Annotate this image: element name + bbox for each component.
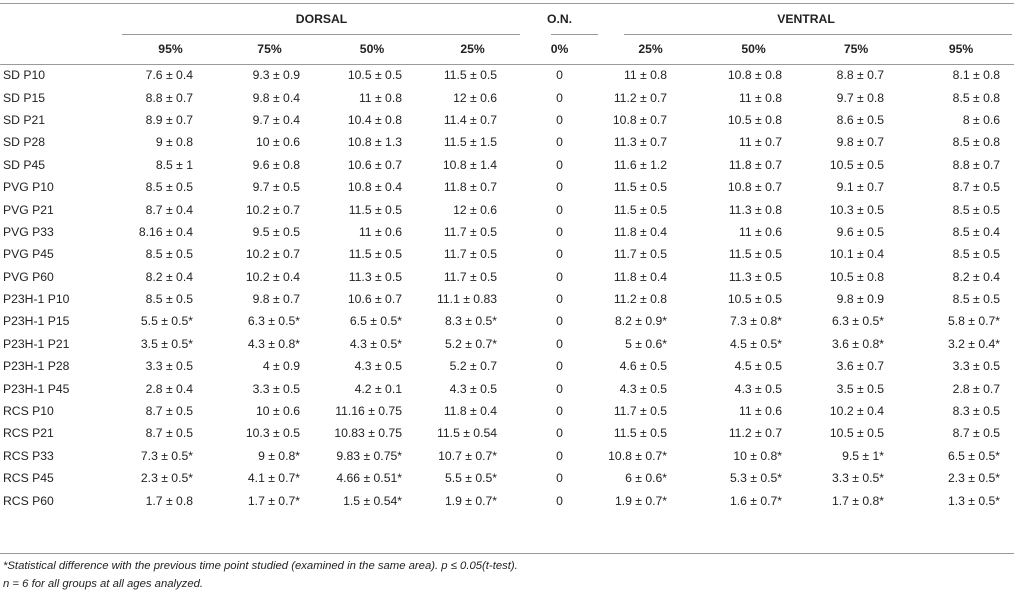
table-row <box>0 86 1014 108</box>
table-cell: 0 <box>556 404 563 419</box>
table-cell: 5.3 ± 0.5* <box>729 471 783 486</box>
table-row <box>0 467 1014 489</box>
table-cell: 11.8 ± 0.7 <box>443 180 498 195</box>
row-label: P23H-1 P15 <box>3 314 70 329</box>
table-cell: 11.3 ± 0.8 <box>728 202 783 217</box>
table-cell: 9.7 ± 0.4 <box>252 112 300 127</box>
table-cell: 10.6 ± 0.7 <box>347 157 402 172</box>
table-cell: 0 <box>556 269 563 284</box>
row-label: RCS P45 <box>3 471 54 486</box>
table-row <box>0 445 1014 467</box>
table-cell: 9.83 ± 0.75* <box>336 448 402 463</box>
table-cell: 8.2 ± 0.9* <box>614 314 668 329</box>
table-cell: 5.5 ± 0.5* <box>444 471 498 486</box>
table-cell: 5.2 ± 0.7* <box>444 336 498 351</box>
table-cell: 8.5 ± 0.5 <box>952 292 1001 307</box>
table-cell: 10.1 ± 0.4 <box>829 247 885 262</box>
row-label: P23H-1 P21 <box>3 336 70 351</box>
table-cell: 11.5 ± 0.5 <box>613 426 668 441</box>
table-row <box>0 377 1014 399</box>
table-cell: 3.3 ± 0.5 <box>145 359 193 374</box>
table-cell: 11.8 ± 0.4 <box>443 404 498 419</box>
table-cell: 4.3 ± 0.5 <box>619 381 668 396</box>
table-cell: 9.1 ± 0.7 <box>836 180 885 195</box>
table-cell: 11.7 ± 0.5 <box>443 224 498 239</box>
table-cell: 8.2 ± 0.4 <box>952 269 1001 284</box>
row-label: PVG P21 <box>3 202 54 217</box>
table-cell: 3.3 ± 0.5 <box>252 381 300 396</box>
table-cell: 10.7 ± 0.7* <box>438 448 498 463</box>
col-header: 0% <box>550 42 569 56</box>
table-cell: 8.2 ± 0.4 <box>145 269 193 284</box>
table-cell: 11 ± 0.8 <box>358 90 402 105</box>
table-cell: 11 ± 0.8 <box>623 68 668 83</box>
table-cell: 8.1 ± 0.8 <box>952 68 1001 83</box>
table-cell: 3.3 ± 0.5 <box>952 359 1001 374</box>
table-cell: 11.5 ± 0.5 <box>348 247 402 262</box>
table-cell: 11 ± 0.8 <box>738 90 783 105</box>
table-cell: 2.8 ± 0.7 <box>952 381 1001 396</box>
table-cell: 8.5 ± 1 <box>155 157 193 172</box>
table-row <box>0 221 1014 243</box>
row-label: PVG P60 <box>3 269 54 284</box>
table-cell: 0 <box>556 224 563 239</box>
row-label: RCS P60 <box>3 493 54 508</box>
table-cell: 1.7 ± 0.8 <box>145 493 193 508</box>
table-cell: 4.6 ± 0.5 <box>619 359 668 374</box>
col-header: 95% <box>948 42 974 56</box>
table-row <box>0 310 1014 332</box>
table-cell: 10.4 ± 0.8 <box>347 112 402 127</box>
table-cell: 5.5 ± 0.5* <box>140 314 193 329</box>
table-cell: 11 ± 0.7 <box>738 135 783 150</box>
table-cell: 10 ± 0.8* <box>733 448 783 463</box>
table-cell: 3.5 ± 0.5 <box>836 381 885 396</box>
table-cell: 8.9 ± 0.7 <box>145 112 193 127</box>
table-bottom-rule <box>0 553 1014 554</box>
table-cell: 11 ± 0.6 <box>738 404 783 419</box>
table-cell: 11.7 ± 0.5 <box>613 247 668 262</box>
table-cell: 8 ± 0.6 <box>962 112 1001 127</box>
row-label: RCS P21 <box>3 426 54 441</box>
table-cell: 3.6 ± 0.8* <box>831 336 885 351</box>
table-cell: 6.3 ± 0.5* <box>247 314 300 329</box>
row-label: P23H-1 P28 <box>3 359 70 374</box>
table-cell: 10.5 ± 0.8 <box>829 269 885 284</box>
table-cell: 11.8 ± 0.4 <box>613 224 668 239</box>
col-header: 95% <box>158 42 183 56</box>
table-cell: 8.7 ± 0.5 <box>145 426 193 441</box>
table-cell: 0 <box>556 247 563 262</box>
row-label: PVG P10 <box>3 180 54 195</box>
table-cell: 0 <box>556 180 563 195</box>
table-cell: 9.6 ± 0.8 <box>252 157 300 172</box>
table-cell: 10.2 ± 0.4 <box>829 404 885 419</box>
table-cell: 8.7 ± 0.5 <box>952 426 1001 441</box>
table-cell: 0 <box>556 471 563 486</box>
table-cell: 2.3 ± 0.5* <box>947 471 1001 486</box>
table-cell: 8.5 ± 0.8 <box>952 135 1001 150</box>
row-label: SD P45 <box>3 157 46 172</box>
table-cell: 8.7 ± 0.5 <box>952 180 1001 195</box>
table-row <box>0 64 1014 86</box>
table-cell: 0 <box>556 90 563 105</box>
table-cell: 8.5 ± 0.5 <box>952 202 1001 217</box>
table-cell: 8.7 ± 0.5 <box>145 404 193 419</box>
col-header: 25% <box>638 42 663 56</box>
table-row <box>0 154 1014 176</box>
table-cell: 0 <box>556 314 563 329</box>
table-row <box>0 355 1014 377</box>
row-label: P23H-1 P10 <box>3 292 70 307</box>
table-cell: 8.5 ± 0.5 <box>952 247 1001 262</box>
table-cell: 6 ± 0.6* <box>625 471 668 486</box>
table-cell: 10.6 ± 0.7 <box>347 292 402 307</box>
table-cell: 11.7 ± 0.5 <box>443 269 498 284</box>
table-cell: 11.2 ± 0.8 <box>613 292 668 307</box>
table-cell: 0 <box>556 381 563 396</box>
table-cell: 4.1 ± 0.7* <box>247 471 300 486</box>
table-cell: 9.8 ± 0.9 <box>836 292 885 307</box>
table-cell: 10.5 ± 0.5 <box>829 157 885 172</box>
table-cell: 0 <box>556 112 563 127</box>
table-cell: 4 ± 0.9 <box>262 359 300 374</box>
table-cell: 11.3 ± 0.5 <box>728 269 783 284</box>
table-cell: 7.3 ± 0.8* <box>729 314 783 329</box>
table-cell: 11.5 ± 0.5 <box>728 247 783 262</box>
table-cell: 0 <box>556 493 563 508</box>
table-cell: 3.6 ± 0.7 <box>836 359 885 374</box>
table-cell: 11 ± 0.6 <box>738 224 783 239</box>
table-cell: 10.3 ± 0.5 <box>245 426 300 441</box>
table-cell: 11.16 ± 0.75 <box>335 404 402 419</box>
table-cell: 5.8 ± 0.7* <box>947 314 1001 329</box>
table-cell: 10.2 ± 0.4 <box>245 269 300 284</box>
table-cell: 6.5 ± 0.5* <box>947 448 1001 463</box>
table-row <box>0 243 1014 265</box>
table-cell: 8.5 ± 0.5 <box>145 247 193 262</box>
table-cell: 0 <box>556 292 563 307</box>
table-cell: 1.5 ± 0.54* <box>343 493 402 508</box>
table-cell: 11.3 ± 0.5 <box>348 269 402 284</box>
table-row <box>0 131 1014 153</box>
dorsal-header: DORSAL <box>295 12 348 26</box>
table-cell: 11.5 ± 0.5 <box>613 180 668 195</box>
row-label: RCS P33 <box>3 448 54 463</box>
table-cell: 6.5 ± 0.5* <box>349 314 402 329</box>
row-label: SD P10 <box>3 68 46 83</box>
table-cell: 0 <box>556 68 563 83</box>
table-cell: 11 ± 0.6 <box>358 224 402 239</box>
table-cell: 1.9 ± 0.7* <box>444 493 498 508</box>
table-cell: 8.5 ± 0.5 <box>145 180 193 195</box>
table-cell: 8.7 ± 0.4 <box>145 202 193 217</box>
table-cell: 9 ± 0.8 <box>155 135 193 150</box>
table-cell: 2.3 ± 0.5* <box>140 471 193 486</box>
table-cell: 11.2 ± 0.7 <box>613 90 668 105</box>
table-cell: 4.5 ± 0.5* <box>729 336 783 351</box>
table-cell: 12 ± 0.6 <box>453 90 498 105</box>
header-label-cell <box>0 34 122 64</box>
table-cell: 3.5 ± 0.5* <box>140 336 193 351</box>
table-cell: 5 ± 0.6* <box>625 336 668 351</box>
table-cell: 4.5 ± 0.5 <box>734 359 783 374</box>
table-cell: 10.5 ± 0.5 <box>347 68 402 83</box>
table-cell: 8.8 ± 0.7 <box>952 157 1001 172</box>
table-cell: 3.3 ± 0.5* <box>831 471 885 486</box>
table-cell: 1.7 ± 0.8* <box>831 493 885 508</box>
table-cell: 11.7 ± 0.5 <box>443 247 498 262</box>
table-cell: 10.3 ± 0.5 <box>829 202 885 217</box>
table-cell: 1.6 ± 0.7* <box>729 493 783 508</box>
table-cell: 9.7 ± 0.8 <box>836 90 885 105</box>
table-cell: 3.2 ± 0.4* <box>947 336 1001 351</box>
table-cell: 7.6 ± 0.4 <box>145 68 193 83</box>
table-cell: 9.7 ± 0.5 <box>252 180 300 195</box>
table-cell: 4.3 ± 0.8* <box>247 336 300 351</box>
table-cell: 0 <box>556 135 563 150</box>
table-cell: 4.3 ± 0.5 <box>734 381 783 396</box>
table-cell: 11.4 ± 0.7 <box>443 112 498 127</box>
table-cell: 11.6 ± 1.2 <box>613 157 668 172</box>
table-cell: 6.3 ± 0.5* <box>831 314 885 329</box>
table-cell: 11.5 ± 0.54 <box>437 426 498 441</box>
table-row <box>0 333 1014 355</box>
table-cell: 11.5 ± 1.5 <box>443 135 498 150</box>
table-cell: 9.3 ± 0.9 <box>252 68 300 83</box>
table-row <box>0 489 1014 511</box>
table-cell: 1.7 ± 0.7* <box>247 493 300 508</box>
table-cell: 10.8 ± 1.4 <box>442 157 498 172</box>
table-cell: 11.3 ± 0.7 <box>613 135 668 150</box>
row-label: RCS P10 <box>3 404 54 419</box>
table-cell: 7.3 ± 0.5* <box>140 448 193 463</box>
table-cell: 11.5 ± 0.5 <box>443 68 498 83</box>
table-cell: 10.8 ± 0.4 <box>347 180 402 195</box>
col-header: 75% <box>257 42 282 56</box>
table-cell: 0 <box>556 426 563 441</box>
table-cell: 9.6 ± 0.5 <box>836 224 885 239</box>
data-table <box>0 4 1014 512</box>
table-cell: 2.8 ± 0.4 <box>145 381 193 396</box>
header-corner <box>0 4 122 34</box>
table-row <box>0 198 1014 220</box>
table-cell: 8.5 ± 0.8 <box>952 90 1001 105</box>
table-cell: 10.5 ± 0.5 <box>829 426 885 441</box>
table-cell: 10.8 ± 1.3 <box>347 135 402 150</box>
table-cell: 0 <box>556 448 563 463</box>
header-percent-row <box>0 34 1014 64</box>
table-cell: 11.8 ± 0.4 <box>613 269 668 284</box>
table-cell: 8.5 ± 0.4 <box>952 224 1001 239</box>
table-cell: 5.2 ± 0.7 <box>449 359 498 374</box>
col-header: 25% <box>460 42 485 56</box>
table-cell: 9.8 ± 0.7 <box>836 135 885 150</box>
table-cell: 8.3 ± 0.5 <box>952 404 1001 419</box>
table-cell: 4.3 ± 0.5 <box>354 359 402 374</box>
ventral-header: VENTRAL <box>777 12 835 26</box>
table-cell: 1.9 ± 0.7* <box>614 493 668 508</box>
row-label: SD P21 <box>3 112 46 127</box>
table-cell: 10.2 ± 0.7 <box>245 202 300 217</box>
table-body <box>0 64 1014 512</box>
table-cell: 0 <box>556 359 563 374</box>
table-cell: 10.8 ± 0.7* <box>608 448 668 463</box>
row-label: SD P15 <box>3 90 46 105</box>
footnote-significance: *Statistical difference with the previous time point studied (examined in the same area). p ≤ 0.05(t-test). <box>3 560 518 572</box>
table-cell: 9.8 ± 0.7 <box>252 292 300 307</box>
table-cell: 10.8 ± 0.8 <box>727 68 783 83</box>
table-cell: 4.3 ± 0.5* <box>349 336 402 351</box>
table-cell: 11.2 ± 0.7 <box>728 426 783 441</box>
table-cell: 11.8 ± 0.7 <box>728 157 783 172</box>
table-cell: 9.8 ± 0.4 <box>252 90 300 105</box>
table-row <box>0 266 1014 288</box>
table-cell: 11.5 ± 0.5 <box>613 202 668 217</box>
header-group-row <box>0 4 1014 34</box>
col-header: 75% <box>843 42 869 56</box>
table-cell: 10.5 ± 0.5 <box>727 292 783 307</box>
col-header: 50% <box>359 42 385 56</box>
table-cell: 9.5 ± 1* <box>842 448 885 463</box>
table-cell: 0 <box>556 336 563 351</box>
table-cell: 8.3 ± 0.5* <box>444 314 498 329</box>
table-cell: 4.66 ± 0.51* <box>336 471 402 486</box>
table-cell: 0 <box>556 202 563 217</box>
table-cell: 11.7 ± 0.5 <box>613 404 668 419</box>
table-cell: 10.83 ± 0.75 <box>334 426 402 441</box>
row-label: P23H-1 P45 <box>3 381 70 396</box>
table-cell: 4.2 ± 0.1 <box>354 381 402 396</box>
table-cell: 9 ± 0.8* <box>258 448 300 463</box>
table-row <box>0 422 1014 444</box>
table-row <box>0 400 1014 422</box>
table-cell: 8.8 ± 0.7 <box>145 90 193 105</box>
table-cell: 0 <box>556 157 563 172</box>
row-label: PVG P45 <box>3 247 54 262</box>
table-cell: 8.5 ± 0.5 <box>145 292 193 307</box>
table-row <box>0 176 1014 198</box>
table-cell: 11.1 ± 0.83 <box>437 292 498 307</box>
table-cell: 11.5 ± 0.5 <box>348 202 402 217</box>
table-cell: 10 ± 0.6 <box>256 404 300 419</box>
table-cell: 9.5 ± 0.5 <box>252 224 300 239</box>
table-cell: 12 ± 0.6 <box>453 202 498 217</box>
table-row <box>0 288 1014 310</box>
table-cell: 10.8 ± 0.7 <box>727 180 783 195</box>
col-header: 50% <box>741 42 766 56</box>
table-cell: 1.3 ± 0.5* <box>947 493 1001 508</box>
table-cell: 8.8 ± 0.7 <box>836 68 885 83</box>
table-cell: 10.5 ± 0.8 <box>727 112 783 127</box>
row-label: SD P28 <box>3 135 46 150</box>
table-cell: 10.8 ± 0.7 <box>612 112 668 127</box>
table-cell: 8.6 ± 0.5 <box>836 112 885 127</box>
table-row <box>0 109 1014 131</box>
table-cell: 10.2 ± 0.7 <box>245 247 300 262</box>
table-cell: 10 ± 0.6 <box>256 135 300 150</box>
table-cell: 4.3 ± 0.5 <box>449 381 498 396</box>
row-label: PVG P33 <box>3 224 54 239</box>
on-header: O.N. <box>547 12 573 26</box>
footnote-sample-size: n = 6 for all groups at all ages analyzed. <box>3 578 204 590</box>
table-cell: 8.16 ± 0.4 <box>138 224 193 239</box>
